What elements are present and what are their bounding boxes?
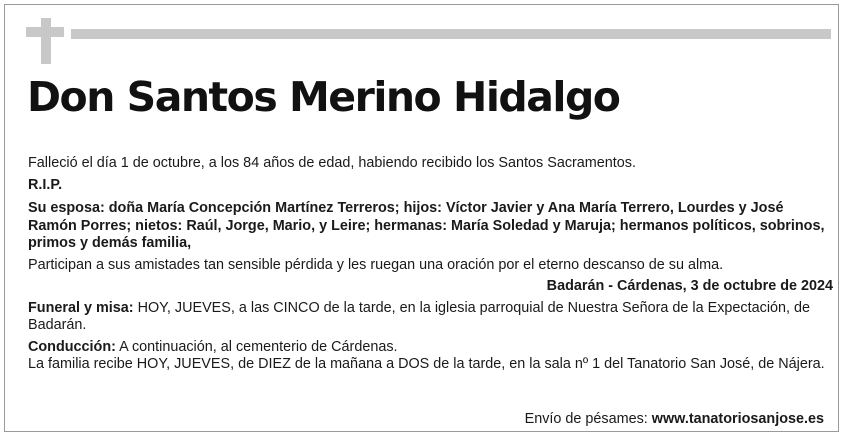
place-date: Badarán - Cárdenas, 3 de octubre de 2024: [546, 278, 833, 294]
visiting-text: La familia recibe HOY, JUEVES, de DIEZ de la mañana a DOS de la tarde, en la sala nº 1 del Tanatorio San José, de Nájera.: [28, 356, 825, 372]
conduccion-paragraph: [28, 339, 833, 357]
header-rule: [71, 29, 831, 39]
family-text: Su esposa: doña María Concepción Martínez Terreros; hijos: Víctor Javier y Ana María Terrero, Lourdes y José Ramón Porres; nietos: Raúl, Jorge, Mario, y Leire; hermanas: María Soledad y Maruja; hermanos políticos, sobrinos, primos y demás familia,: [28, 200, 825, 251]
intro-text: Falleció el día 1 de octubre, a los 84 años de edad, habiendo recibido los Santos Sacramentos.: [28, 155, 636, 171]
rip-text: R.I.P.: [28, 176, 63, 193]
funeral-label: Funeral y misa:: [28, 299, 134, 316]
condolences-label: Envío de pésames:: [524, 411, 652, 427]
deceased-name: Don Santos Merino Hidalgo: [27, 73, 620, 121]
obituary-body: [28, 155, 833, 374]
conduccion-text: A continuación, al cementerio de Cárdenas.: [115, 338, 398, 355]
obituary-card: [4, 4, 839, 432]
condolences-footer: [525, 411, 824, 427]
request-text: Participan a sus amistades tan sensible pérdida y les ruegan una oración por el eterno descanso de su alma.: [28, 256, 724, 273]
cross-icon: [41, 18, 51, 64]
condolences-link[interactable]: www.tanatoriosanjose.es: [651, 411, 824, 427]
cross-icon-bar: [26, 27, 64, 37]
funeral-text: HOY, JUEVES, a las CINCO de la tarde, en la iglesia parroquial de Nuestra Señora de la Expectación, de Badarán.: [28, 299, 811, 333]
funeral-paragraph: [28, 300, 833, 335]
conduccion-label: Conducción:: [28, 338, 116, 355]
